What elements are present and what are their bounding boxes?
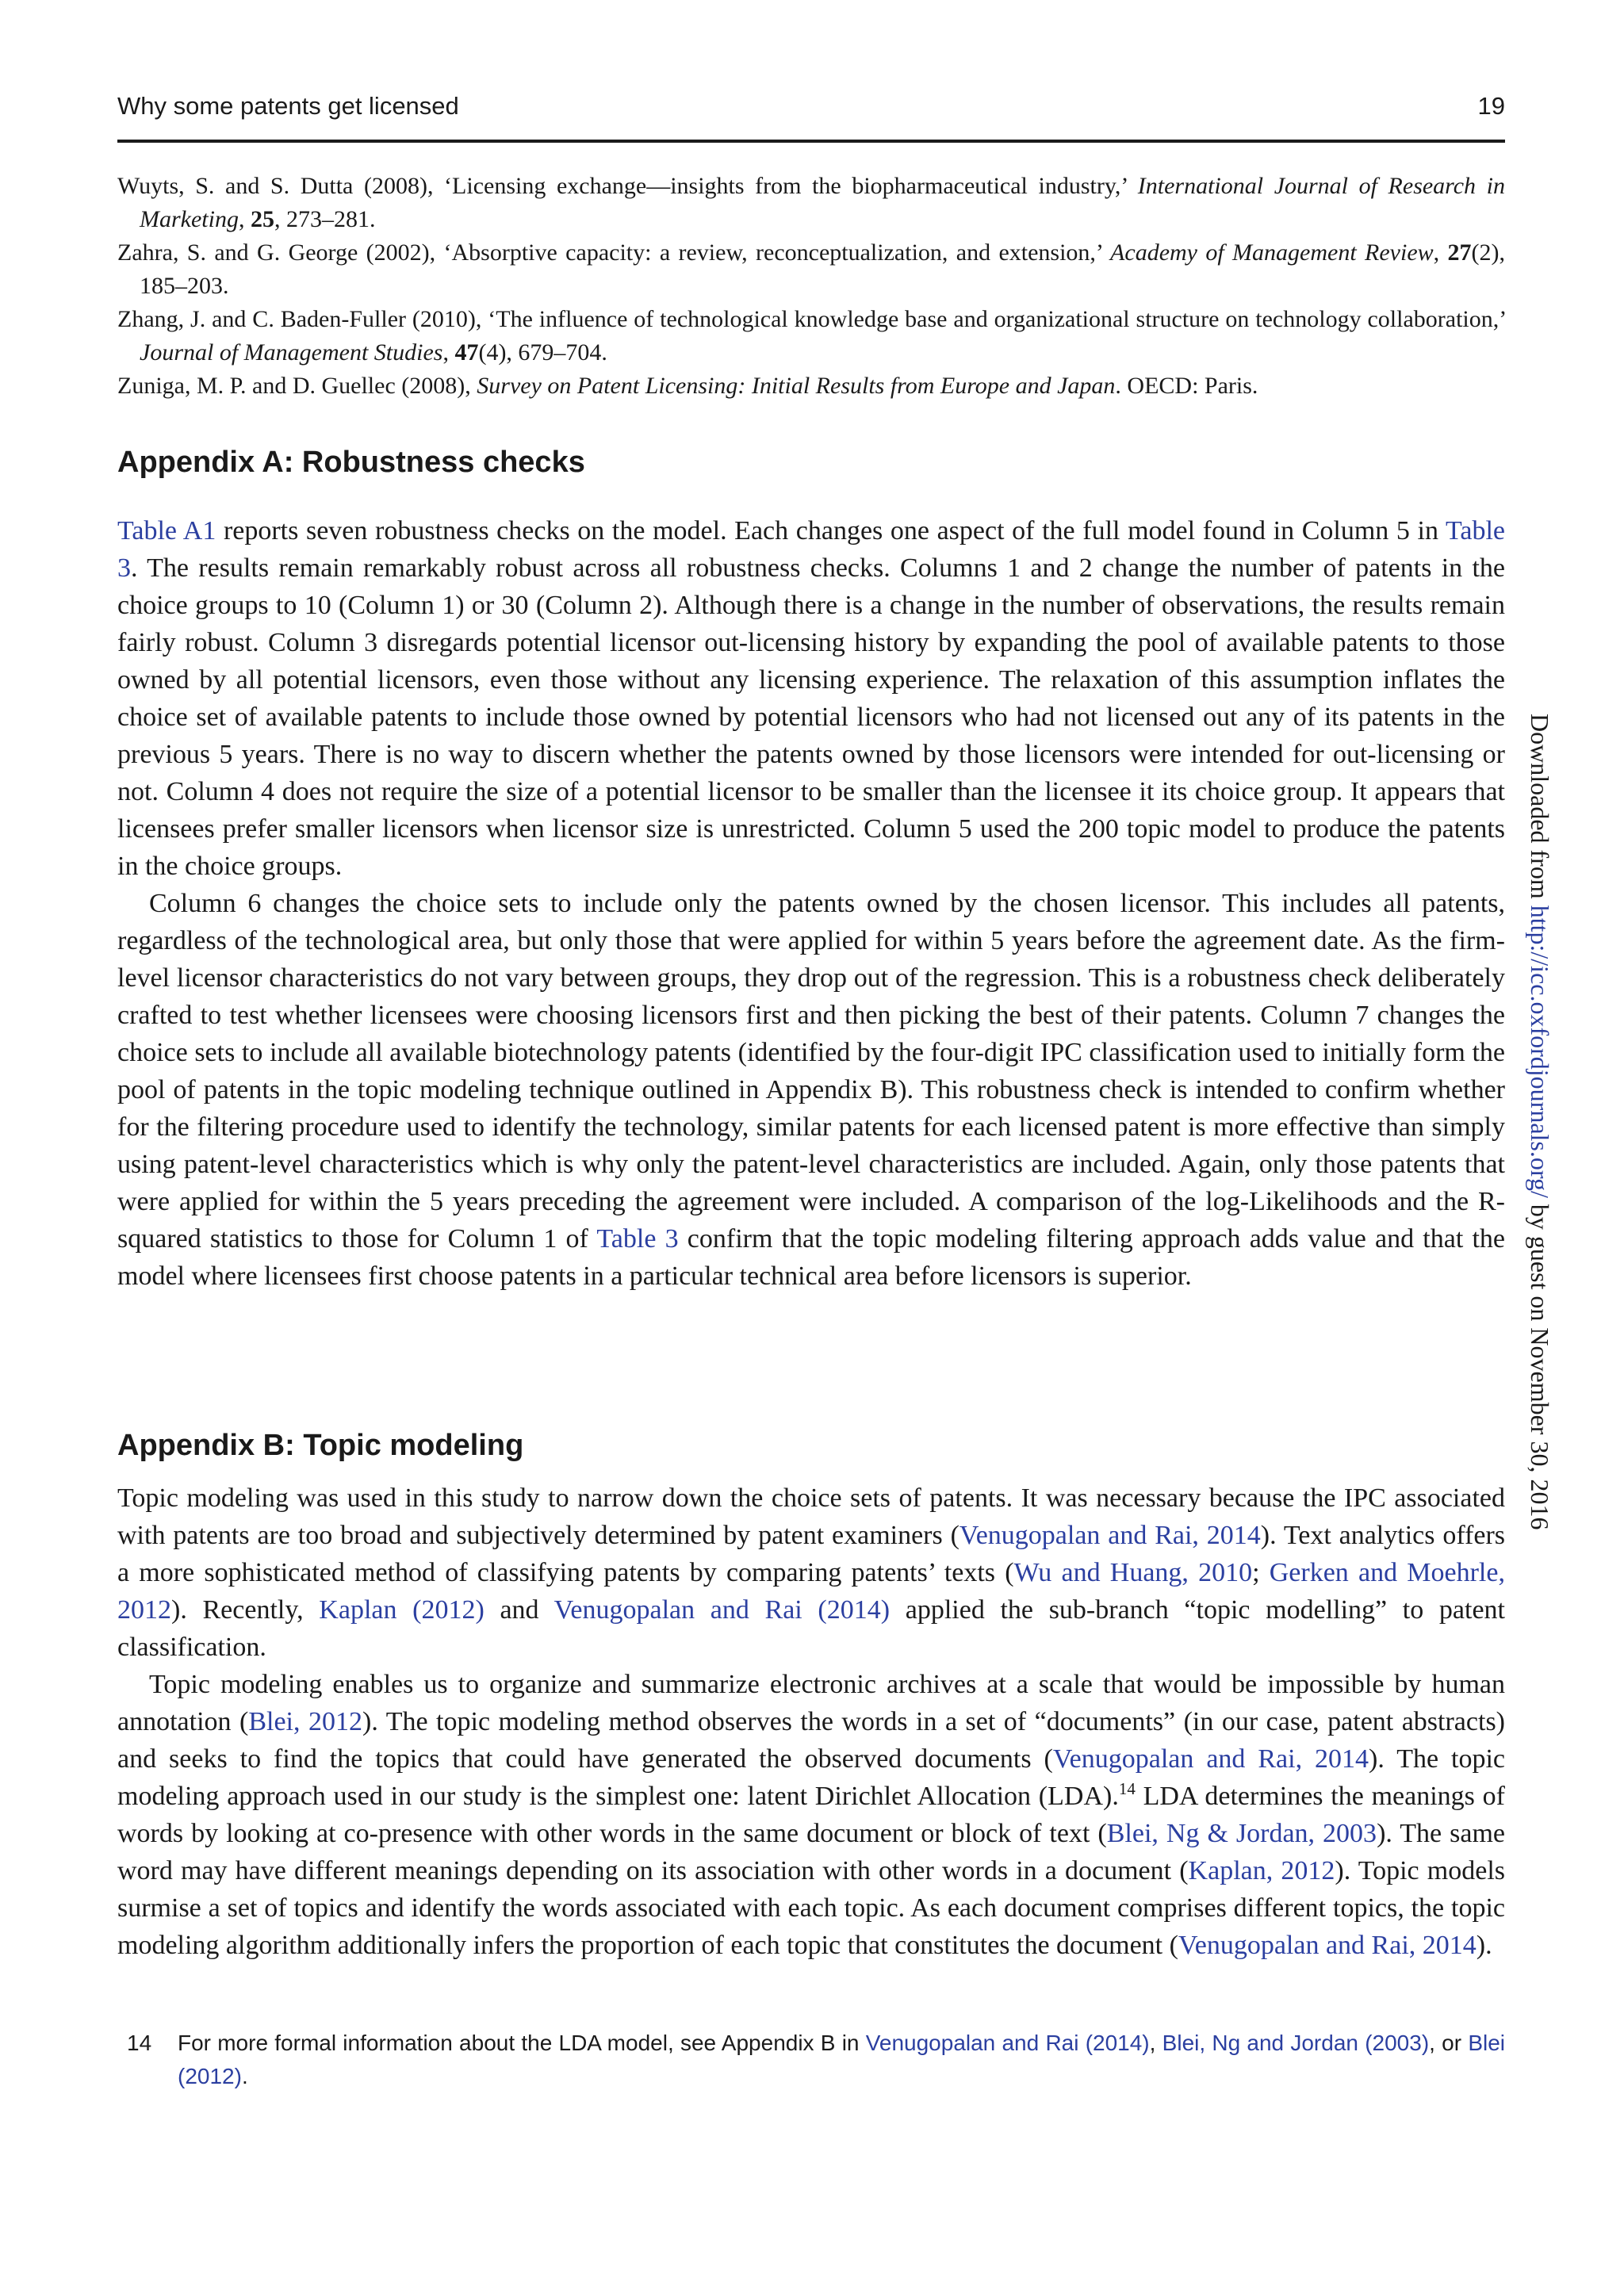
table-a1-link[interactable]: Table A1: [117, 516, 216, 545]
reference-entry: Zhang, J. and C. Baden-Fuller (2010), ‘The influence of technological knowledge base and organizational structure on technology collaboration,’ Journal of Management Studies, 47(4), 679–704.: [117, 306, 1505, 366]
table-3-link[interactable]: Table 3: [117, 516, 1505, 583]
citation-link[interactable]: Kaplan, 2012: [1188, 1856, 1335, 1885]
citation-link[interactable]: Venugopalan and Rai, 2014: [1178, 1931, 1477, 1960]
appendix-a-paragraph-2: Column 6 changes the choice sets to include only the patents owned by the chosen licensor. This includes all patents, regardless of the technological area, but only those that were applied for within 5 years before the agreement date. As the firm-level licensor characteristics do not vary between groups, they drop out of the regression. This is a robustness check deliberately crafted to test whether licensees were choosing licensors first and then picking the best of their patents. Column 7 changes the choice sets to include all available biotechnology patents (identified by the four-digit IPC classification used to initially form the pool of patents in the topic modeling technique outlined in Appendix B). This robustness check is intended to confirm whether for the filtering procedure used to identify the technology, similar patents for each licensed patent is more effective than simply using patent-level characteristics which is why only the patent-level characteristics are included. Again, only those patents that were applied for within the 5 years preceding the agreement were included. A comparison of the log-Likelihoods and the R-squared statistics to those for Column 1 of Table 3 confirm that the topic modeling filtering approach adds value and that the model where licensees first choose patents in a particular technical area before licensors is superior.: [117, 889, 1505, 1291]
citation-link[interactable]: Blei, 2012: [248, 1707, 362, 1736]
appendix-a-body: [117, 512, 1505, 1295]
appendix-b-paragraph-2: Topic modeling enables us to organize and summarize electronic archives at a scale that would be impossible by human annotation (Blei, 2012). The topic modeling method observes the words in a set of “documents” (in our case, patent abstracts) and seeks to find the topics that could have generated the observed documents (Venugopalan and Rai, 2014). The topic modeling approach used in our study is the simplest one: latent Dirichlet Allocation (LDA).$^{14}$ LDA determines the meanings of words by looking at co-presence with other words in the same document or block of text (Blei, Ng & Jordan, 2003). The same word may have different meanings depending on its association with other words in a document (Kaplan, 2012). Topic models surmise a set of topics and identify the words associated with each topic. As each document comprises different topics, the topic modeling algorithm additionally infers the proportion of each topic that constitutes the document (Venugopalan and Rai, 2014).: [117, 1670, 1506, 1960]
reference-entry: Zuniga, M. P. and D. Guellec (2008), Survey on Patent Licensing: Initial Results from Europe and Japan. OECD: Paris.: [117, 373, 1258, 399]
reference-entry: Wuyts, S. and S. Dutta (2008), ‘Licensing exchange—insights from the biopharmaceutical industry,’ International Journal of Research in Marketing, 25, 273–281.: [117, 173, 1505, 232]
table-3-link[interactable]: Table 3: [596, 1224, 679, 1254]
journal-url-link[interactable]: http://icc.oxfordjournals.org/: [1526, 905, 1554, 1198]
appendix-b-paragraph-1: Topic modeling was used in this study to narrow down the choice sets of patents. It was necessary because the IPC associated with patents are too broad and subjectively determined by patent examiners (Venugopalan and Rai, 2014). Text analytics offers a more sophisticated method of classifying patents by comparing patents’ texts (Wu and Huang, 2010; Gerken and Moehrle, 2012). Recently, Kaplan (2012) and Venugopalan and Rai (2014) applied the sub-branch “topic modelling” to patent classification.: [117, 1483, 1505, 1662]
running-title: Why some patents get licensed: [117, 92, 459, 120]
footnote-ref-link[interactable]: 14: [1118, 1779, 1136, 1798]
download-watermark: Downloaded from http://icc.oxfordjournals.org/ by guest on November 30, 2016: [1526, 714, 1554, 1530]
citation-link[interactable]: Blei (2012): [178, 2031, 1506, 2088]
citation-link[interactable]: Venugopalan and Rai (2014): [865, 2031, 1150, 2055]
citation-link[interactable]: Kaplan (2012): [319, 1595, 485, 1625]
citation-link[interactable]: Gerken and Moehrle, 2012: [117, 1558, 1505, 1625]
appendix-b-heading: Appendix B: Topic modeling: [117, 1429, 524, 1462]
appendix-a-paragraph-1: Table A1 reports seven robustness checks on the model. Each changes one aspect of the full model found in Column 5 in Table 3. The results remain remarkably robust across all robustness checks. Columns 1 and 2 change the number of patents in the choice groups to 10 (Column 1) or 30 (Column 2). Although there is a change in the number of observations, the results remain fairly robust. Column 3 disregards potential licensor out-licensing history by expanding the pool of available patents to those owned by all potential licensors, even those without any licensing experience. The relaxation of this assumption inflates the choice set of available patents to include those owned by potential licensors who had not licensed out any of its patents in the previous 5 years. There is no way to discern whether the patents owned by those licensors were intended for out-licensing or not. Column 4 does not require the size of a potential licensor to be smaller than the licensee it its choice group. It appears that licensees prefer smaller licensors when licensor size is unrestricted. Column 5 used the 200 topic model to produce the patents in the choice groups.: [117, 516, 1505, 881]
reference-entry: Zahra, S. and G. George (2002), ‘Absorptive capacity: a review, reconceptualization, and extension,’ Academy of Management Review, 27(2), 185–203.: [117, 239, 1506, 299]
citation-link[interactable]: Wu and Huang, 2010: [1013, 1558, 1253, 1587]
citation-link[interactable]: Venugopalan and Rai (2014): [553, 1595, 891, 1625]
header-rule: [117, 140, 1505, 143]
footnote: [117, 2027, 1505, 2093]
citation-link[interactable]: Venugopalan and Rai, 2014: [959, 1521, 1261, 1550]
footnote-number: 14: [127, 2031, 152, 2055]
appendix-a-heading: Appendix A: Robustness checks: [117, 446, 585, 479]
citation-link[interactable]: Venugopalan and Rai, 2014: [1052, 1744, 1369, 1774]
page-number: 19: [1477, 92, 1505, 120]
reference-list: [117, 170, 1505, 403]
footnote-text: For more formal information about the LDA model, see Appendix B in Venugopalan and Rai (2014), Blei, Ng and Jordan (2003), or Blei (2012).: [178, 2031, 1506, 2088]
appendix-b-body: [117, 1480, 1505, 1964]
citation-link[interactable]: Blei, Ng & Jordan, 2003: [1106, 1819, 1377, 1848]
citation-link[interactable]: Blei, Ng and Jordan (2003): [1162, 2031, 1430, 2055]
